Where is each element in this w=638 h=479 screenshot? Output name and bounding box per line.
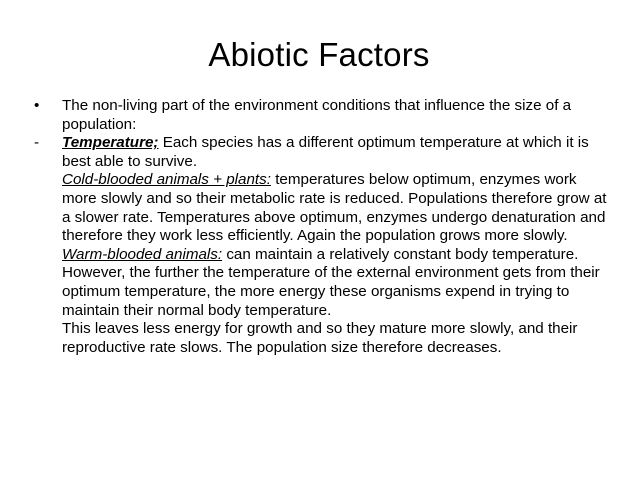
cold-blooded-paragraph xyxy=(62,171,609,245)
slide-title: Abiotic Factors xyxy=(208,36,430,73)
temperature-item xyxy=(34,134,609,357)
temperature-intro: Each species has a different optimum temperature at which it is best able to survive. xyxy=(62,134,589,170)
slide-body xyxy=(34,97,609,357)
warm-blooded-text: can maintain a relatively constant body temperature. However, the further the temperature of the external environment gets from their optimum temperature, the more energy these organisms expend in trying to maintain their normal body temperature. xyxy=(62,245,600,319)
temperature-heading: Temperature; xyxy=(62,134,159,152)
temperature-paragraph xyxy=(62,134,609,171)
cold-blooded-heading: Cold-blooded animals + plants: xyxy=(62,171,271,189)
conclusion-paragraph: This leaves less energy for growth and so they mature more slowly, and their reproductive rate slows. The population size therefore decreases. xyxy=(62,320,578,356)
bullet-text: The non-living part of the environment conditions that influence the size of a population: xyxy=(62,97,572,133)
warm-blooded-paragraph xyxy=(62,246,609,320)
dash-marker: - xyxy=(34,134,40,152)
warm-blooded-heading: Warm-blooded animals: xyxy=(62,245,223,263)
cold-blooded-text: temperatures below optimum, enzymes work more slowly and so their metabolic rate is reduced. Populations therefore grow at a slower rate. Temperatures above optimum, enzymes undergo denaturation and therefore they work less efficiently. Again the population grows more slowly. xyxy=(62,171,607,245)
bullet-marker: • xyxy=(34,97,40,114)
bullet-item xyxy=(34,97,609,134)
